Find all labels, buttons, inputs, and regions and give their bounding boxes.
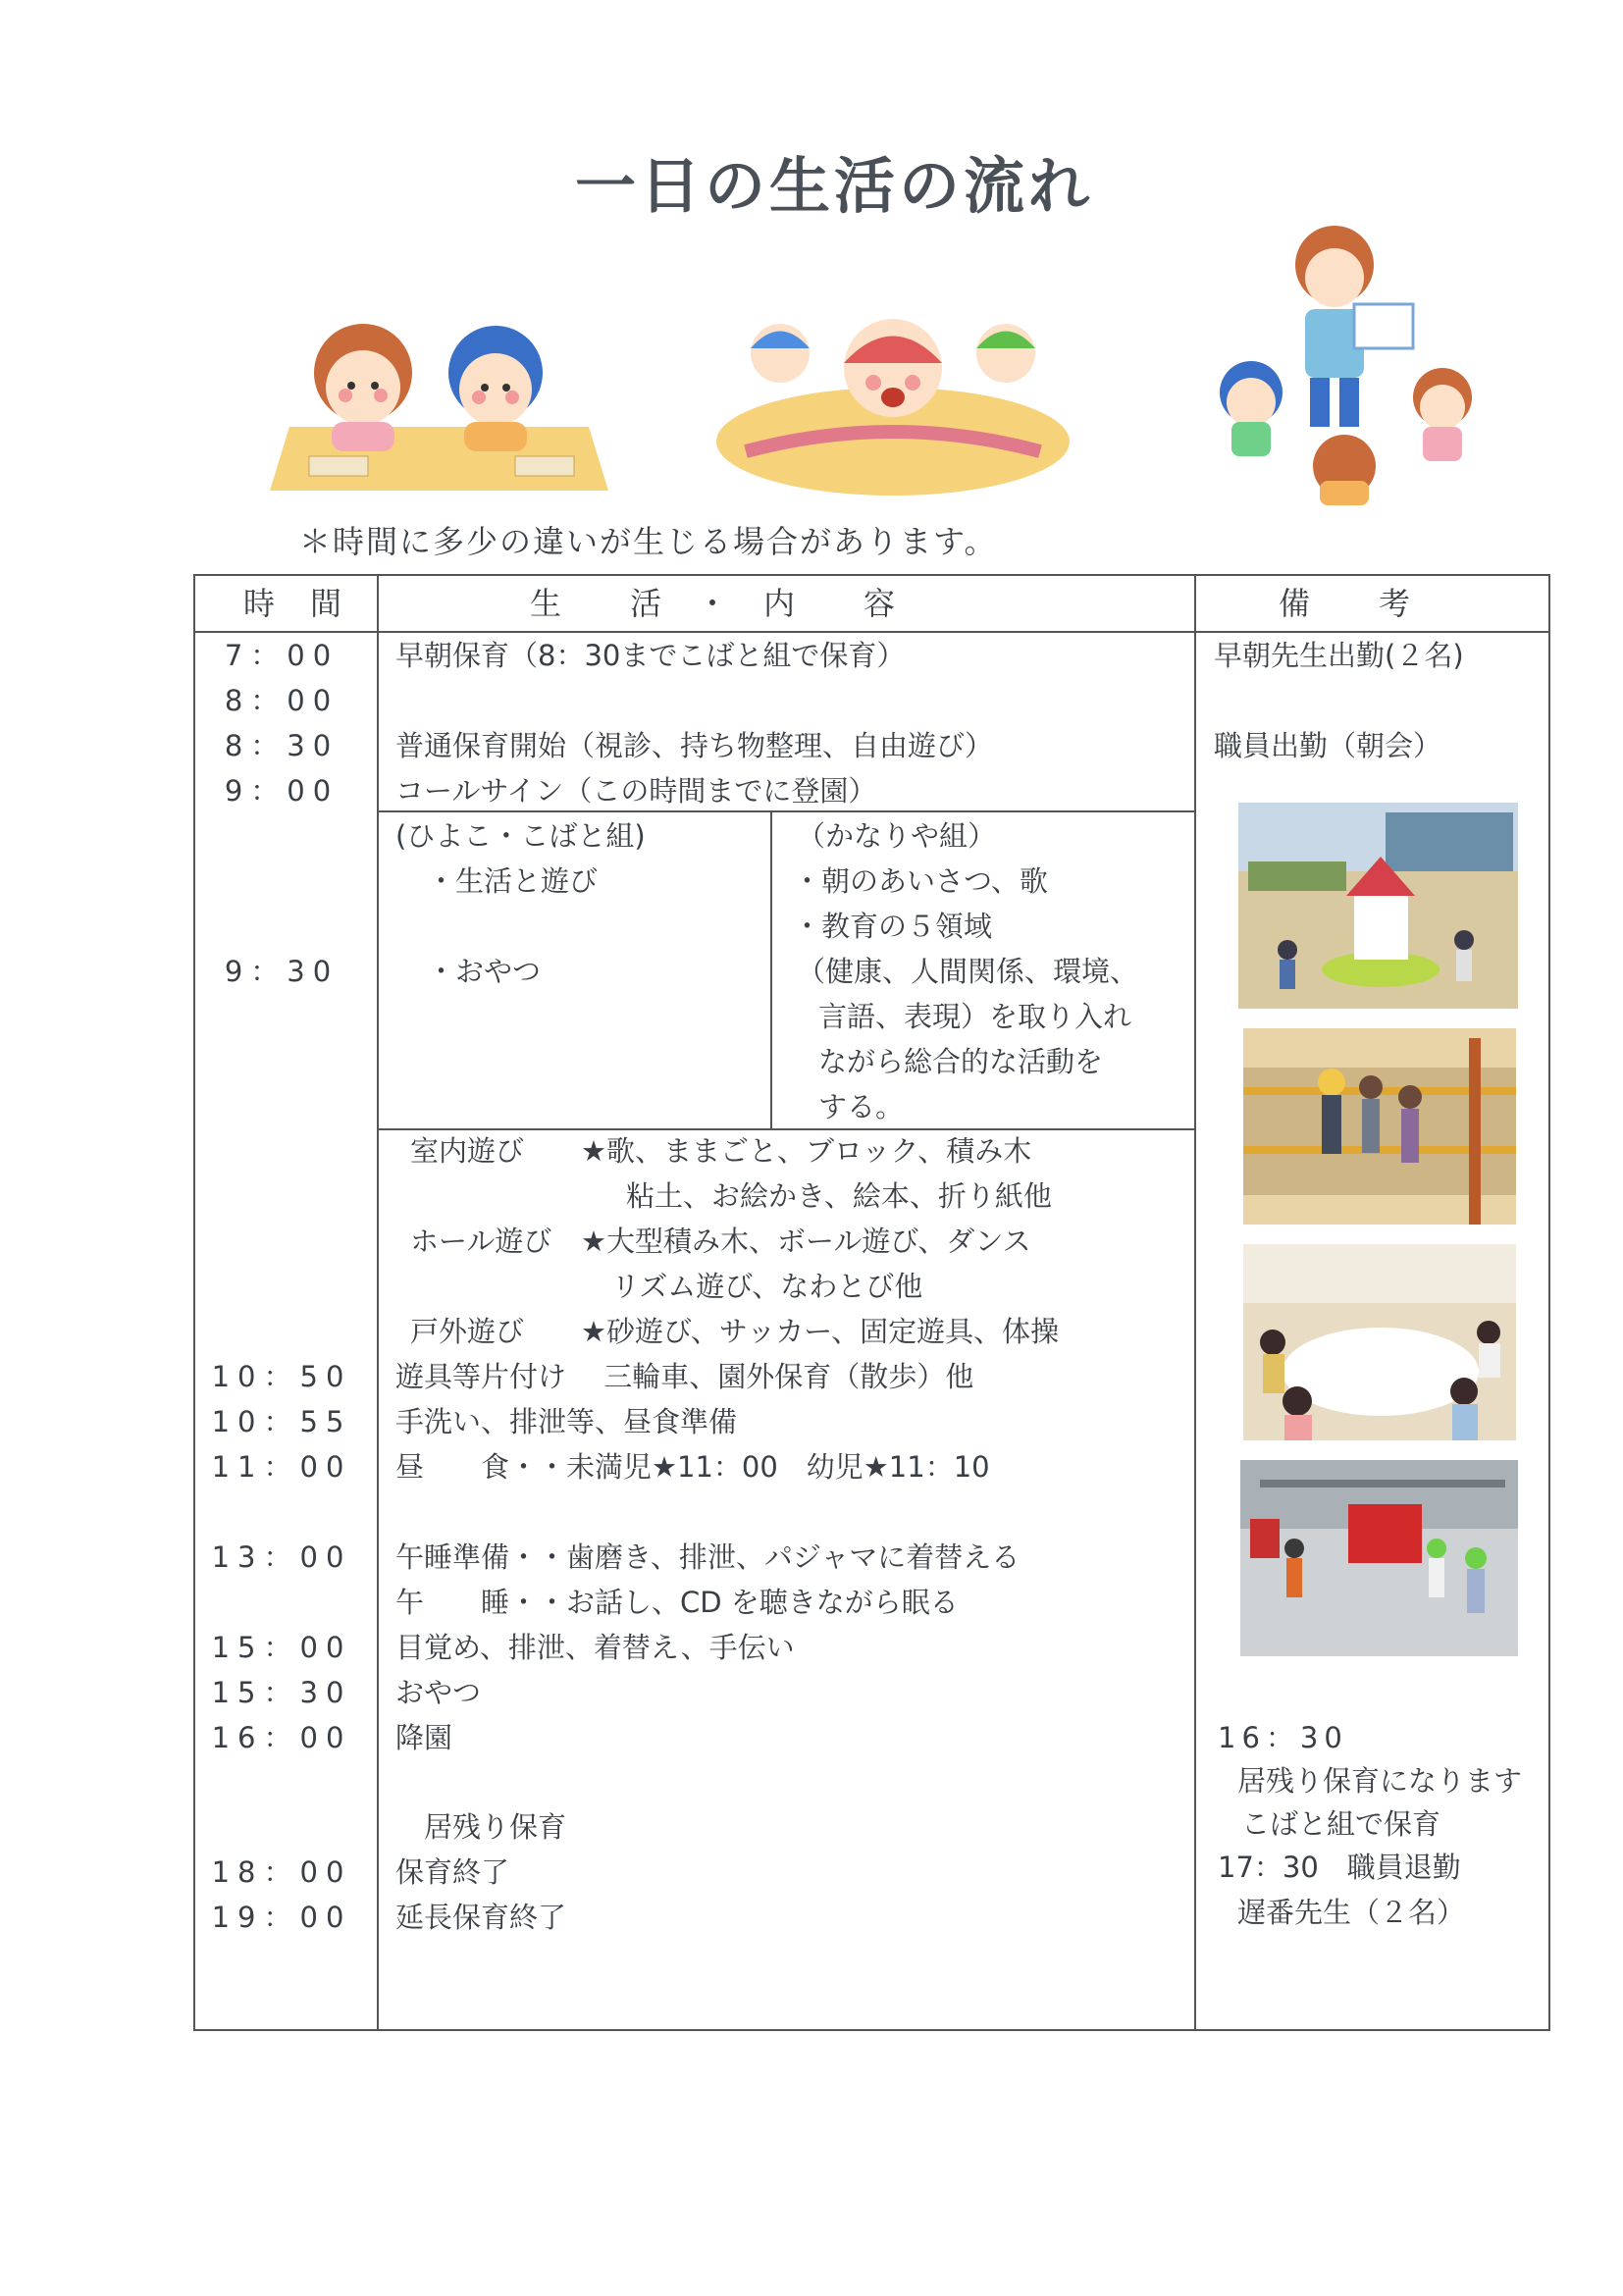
remark-kobato: こばと組で保育	[1241, 1807, 1441, 1841]
right-class-item: ・朝のあいさつ、歌	[793, 864, 1048, 898]
content-snack: おやつ	[395, 1676, 482, 1709]
col-divider	[377, 574, 379, 2031]
indoor-activities: 粘土、お絵かき、絵本、折り紙他	[626, 1179, 1052, 1213]
content-callsign: コールサイン（この時間までに登園）	[395, 774, 877, 808]
hall-label: ホール遊び	[410, 1225, 552, 1258]
remark-staff-leave: 17：30 職員退勤	[1218, 1851, 1461, 1884]
right-class-heading: （かなりや組）	[797, 819, 997, 853]
page-title: 一日の生活の流れ	[574, 150, 1093, 222]
time-0800: 8：00	[224, 684, 340, 717]
content-wake: 目覚め、排泄、着替え、手伝い	[395, 1631, 795, 1664]
class-divider	[770, 810, 772, 1128]
time-0830: 8：30	[224, 729, 340, 762]
content-lunch: 昼 食・・未満児★11：00 幼児★11：10	[395, 1450, 990, 1484]
remark-early-staff: 早朝先生出勤(２名)	[1214, 639, 1464, 672]
remark-staff-meeting: 職員出勤（朝会）	[1214, 729, 1442, 762]
hall-activities: ★大型積み木、ボール遊び、ダンス	[581, 1225, 1031, 1258]
remark-time-1630: 16：30	[1218, 1721, 1348, 1754]
indoor-activities: ★歌、ままごと、ブロック、積み木	[581, 1134, 1032, 1168]
content-nap: 午 睡・・お話し、CD を聴きながら眠る	[395, 1586, 959, 1619]
outdoor-label: 戸外遊び	[410, 1315, 525, 1348]
time-0700: 7：00	[224, 639, 340, 672]
playground-photo	[1238, 803, 1518, 1009]
teacher-reading-illustration	[1207, 221, 1492, 505]
classroom-photo	[1243, 1244, 1516, 1440]
climbing-net-photo	[1243, 1028, 1516, 1225]
remark-late-shift: 遅番先生（２名）	[1237, 1896, 1466, 1929]
col-divider	[1194, 574, 1196, 2031]
header-content: 生 活 ・ 内 容	[530, 585, 898, 622]
header-remarks: 備 考	[1279, 585, 1413, 622]
content-nap-prep: 午睡準備・・歯磨き、排泄、パジャマに着替える	[395, 1540, 1021, 1574]
outdoor-activities: ★砂遊び、サッカー、固定遊具、体操	[581, 1315, 1060, 1348]
time-1900: 19：00	[211, 1901, 352, 1934]
content-early: 早朝保育（8：30までこばと組で保育）	[395, 639, 906, 672]
right-class-item: （健康、人間関係、環境、	[797, 955, 1139, 988]
children-circle-illustration	[707, 294, 1079, 500]
notice-text: ＊時間に多少の違いが生じる場合があります。	[299, 523, 998, 560]
content-end: 保育終了	[395, 1855, 510, 1889]
time-1530: 15：30	[211, 1676, 352, 1709]
header-time: 時 間	[243, 585, 344, 622]
left-class-heading: (ひよこ・こばと組)	[395, 819, 646, 853]
remark-stay-care: 居残り保育になります	[1237, 1764, 1523, 1798]
time-1050: 10：50	[211, 1360, 352, 1393]
children-drawing-illustration	[265, 309, 618, 496]
time-0900: 9：00	[224, 774, 340, 808]
content-stay: 居残り保育	[424, 1810, 567, 1844]
right-class-item: ・教育の５領域	[793, 910, 993, 943]
right-class-item: する。	[818, 1090, 905, 1123]
time-1100: 11：00	[211, 1450, 352, 1484]
time-1800: 18：00	[211, 1855, 352, 1889]
left-class-item: ・おやつ	[427, 955, 542, 988]
left-class-item: ・生活と遊び	[427, 864, 599, 898]
indoor-label: 室内遊び	[410, 1134, 525, 1168]
content-wash: 手洗い、排泄等、昼食準備	[395, 1405, 738, 1438]
time-1600: 16：00	[211, 1721, 352, 1754]
fire-truck-photo	[1240, 1460, 1518, 1656]
content-cleanup: 遊具等片付け 三輪車、園外保育（散歩）他	[395, 1360, 974, 1393]
time-1055: 10：55	[211, 1405, 352, 1438]
content-ext-end: 延長保育終了	[395, 1901, 567, 1934]
time-0930: 9：30	[224, 955, 340, 988]
content-normal: 普通保育開始（視診、持ち物整理、自由遊び）	[395, 729, 994, 762]
time-1300: 13：00	[211, 1540, 352, 1574]
content-leave: 降園	[395, 1721, 453, 1754]
hall-activities: リズム遊び、なわとび他	[611, 1270, 923, 1303]
right-class-item: ながら総合的な活動を	[818, 1045, 1104, 1078]
right-class-item: 言語、表現）を取り入れ	[818, 1000, 1132, 1033]
time-1500: 15：00	[211, 1631, 352, 1664]
